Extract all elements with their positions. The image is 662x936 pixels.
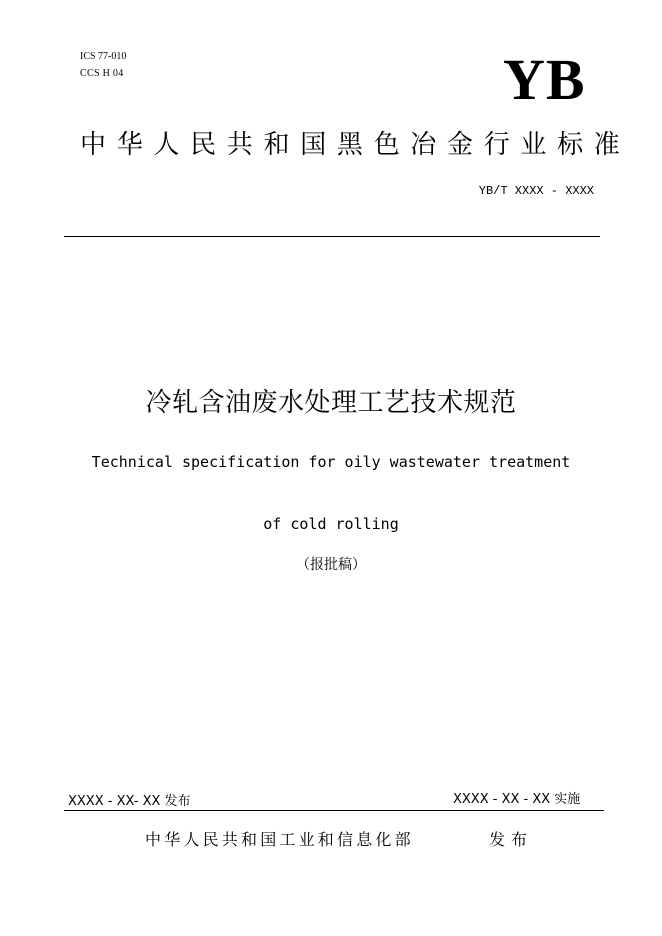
standard-category-title: 中华人民共和国黑色冶金行业标准: [80, 130, 631, 160]
top-divider: [64, 236, 600, 237]
publish-label: 发布: [489, 830, 534, 849]
draft-status-label: （报批稿）: [296, 557, 366, 573]
issuing-authority: 中华人民共和国工业和信息化部: [145, 830, 414, 849]
issue-date: XXXX - XX- XX 发布: [68, 794, 191, 809]
document-title-english-line1: Technical specification for oily wastewater treatment: [91, 453, 571, 471]
ics-code: ICS 77-010: [80, 51, 127, 62]
bottom-divider: [64, 810, 604, 811]
implementation-date: XXXX - XX - XX 实施: [453, 792, 581, 807]
standard-number: YB/T XXXX - XXXX: [478, 184, 594, 198]
ccs-code: CCS H 04: [80, 68, 124, 79]
yb-logo: YB: [503, 47, 586, 112]
document-title-chinese: 冷轧含油废水处理工艺技术规范: [145, 388, 517, 418]
document-title-english-line2: of cold rolling: [263, 515, 399, 533]
